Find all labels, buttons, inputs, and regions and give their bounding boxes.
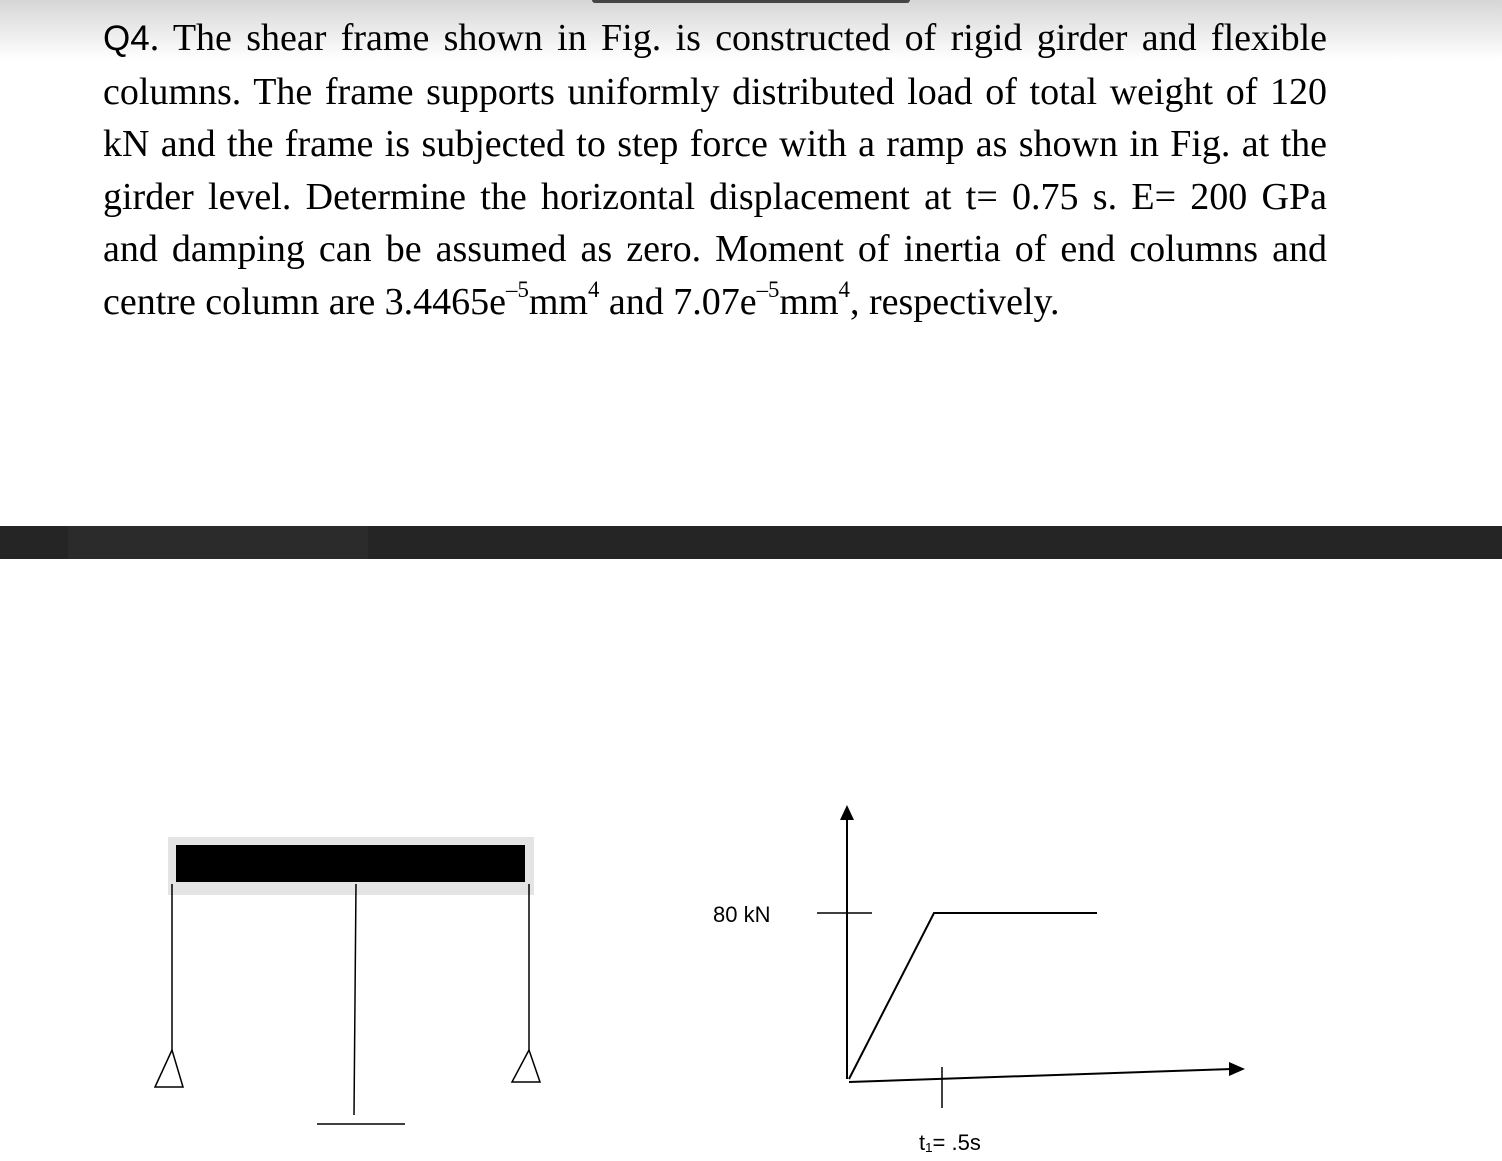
force-axis-arrow-icon <box>840 805 854 820</box>
unit-end-columns: mm <box>528 280 588 323</box>
question-body-2: and 7.07e <box>599 280 757 323</box>
unit-centre-column: mm <box>779 280 839 323</box>
right-pin-support-icon <box>512 1050 540 1082</box>
power-end-columns: 4 <box>587 276 600 302</box>
force-label: 80 kN <box>713 902 771 927</box>
time-axis <box>849 1069 1232 1082</box>
time-axis-arrow-icon <box>1229 1062 1245 1076</box>
centre-column <box>354 884 356 1115</box>
time-label: t₁= .5s <box>919 1130 981 1155</box>
rigid-girder <box>176 845 525 882</box>
question-number: Q4 <box>103 19 150 58</box>
ramp-step-load-curve <box>849 913 1097 1079</box>
shear-frame-figure <box>155 837 540 1124</box>
question-body-3: , respectively. <box>849 280 1060 323</box>
left-pin-support-icon <box>155 1050 183 1087</box>
exponent-centre-column: –5 <box>756 276 780 302</box>
question-body: The shear frame shown in Fig. is constructed of rigid girder and flexible columns. The frame supports uniformly distributed load of total weight of 120 kN and the frame is subjected to step force with a ramp as shown in Fig. at the girder level. Determine the horizontal displacement at t= 0.75 s. E= 200 GPa and damping can be assumed as zero. Moment of inertia of end columns and centre column are 3.4465e <box>103 17 1327 323</box>
power-centre-column: 4 <box>838 276 850 302</box>
question-number-dot: . <box>149 17 160 59</box>
load-time-graph <box>713 805 1245 1155</box>
exponent-end-columns: –5 <box>506 276 529 302</box>
